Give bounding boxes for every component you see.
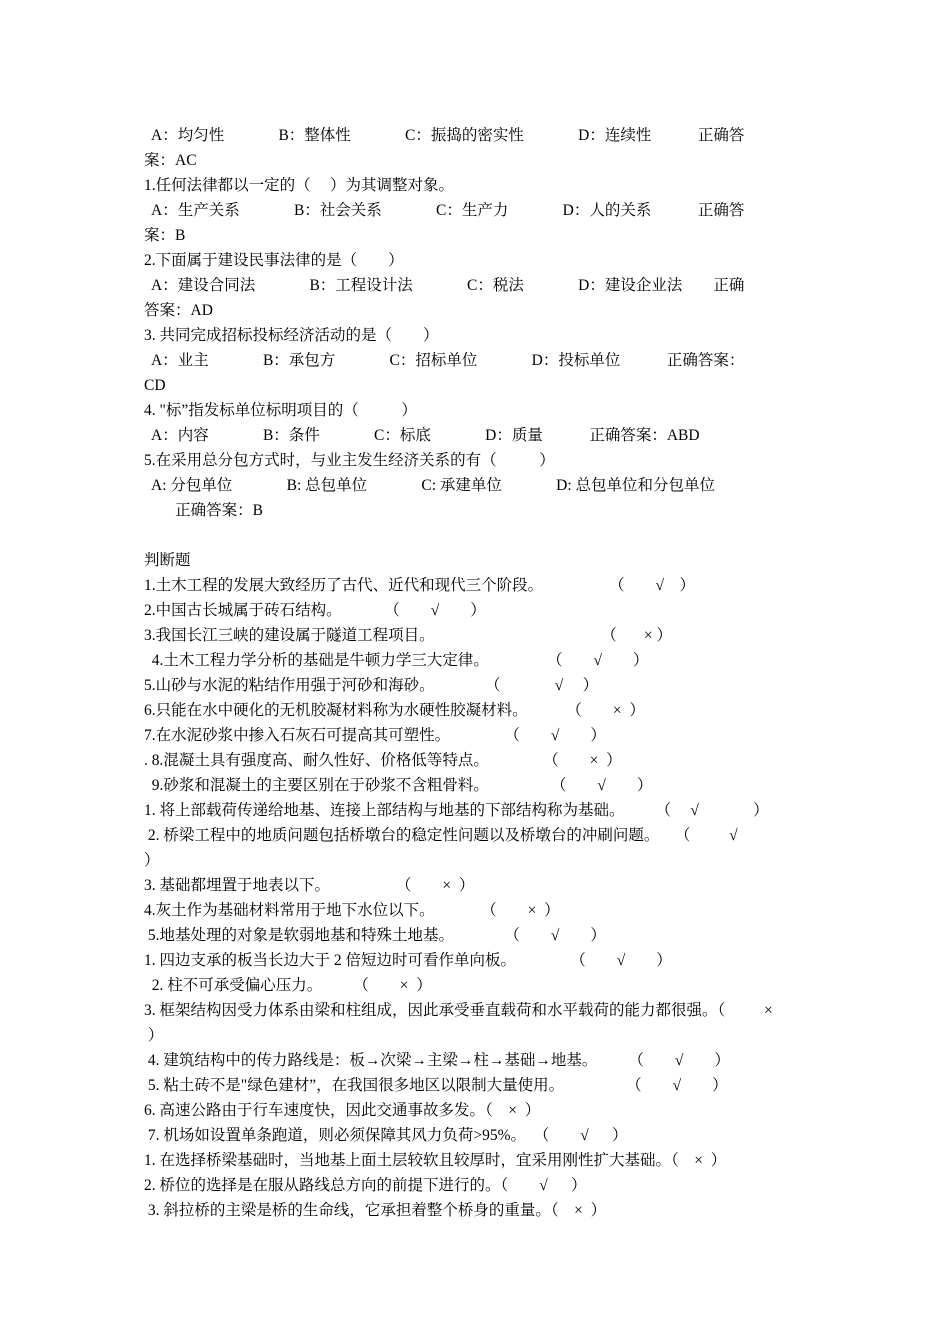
judgment-item: 7. 机场如设置单条跑道，则必须保障其风力负荷>95%。 （ √ ） [144,1127,628,1144]
question-line: 5.在采用总分包方式时，与业主发生经济关系的有（ ） [144,452,555,469]
judgment-item: . 8.混凝土具有强度高、耐久性好、价格低等特点。 （ × ） [144,752,622,769]
judgment-item: 4.灰土作为基础材料常用于地下水位以下。 （ × ） [144,902,560,919]
answer-line: 案：B [144,227,186,244]
judgment-item: 1. 四边支承的板当长边大于 2 倍短边时可看作单向板。 （ √ ） [144,952,672,969]
option-line: A: 分包单位 B: 总包单位 C: 承建单位 D: 总包单位和分包单位 [148,477,716,494]
judgment-item: 2. 柱不可承受偏心压力。 （ × ） [144,977,432,994]
judgment-item: 5.山砂与水泥的粘结作用强于河砂和海砂。 （ √ ） [144,677,599,694]
answer-line: 答案：AD [144,302,213,319]
judgment-item: 9.砂浆和混凝土的主要区别在于砂浆不含粗骨料。 （ √ ） [144,777,653,794]
judgment-item: 5. 粘土砖不是"绿色建材”，在我国很多地区以限制大量使用。 （ √ ） [144,1077,728,1094]
judgment-item: 6. 高速公路由于行车速度快，因此交通事故多发。（ × ） [144,1102,541,1119]
judgment-item-continued: ） [144,1027,164,1044]
section-heading: 判断题 [144,552,191,569]
judgment-item: 3. 基础都埋置于地表以下。 （ × ） [144,877,475,894]
option-line: A：业主 B：承包方 C：招标单位 D：投标单位 正确答案： [148,352,745,369]
judgment-item: 5.地基处理的对象是软弱地基和特殊土地基。 （ √ ） [144,927,606,944]
judgment-item-continued: ） [144,852,160,869]
judgment-item: 3. 斜拉桥的主梁是桥的生命线，它承担着整个桥身的重量。（ × ） [144,1202,607,1219]
judgment-item: 1.土木工程的发展大致经历了古代、近代和现代三个阶段。 （ √ ） [144,577,696,594]
answer-line: 案：AC [144,152,197,169]
judgment-item: 4.土木工程力学分析的基础是牛顿力学三大定律。 （ √ ） [144,652,649,669]
question-line: 1.任何法律都以一定的（ ）为其调整对象。 [144,177,455,194]
judgment-item: 1. 将上部载荷传递给地基、连接上部结构与地基的下部结构称为基础。 （ √ ） [144,802,769,819]
question-line: 4. "标”指发标单位标明项目的（ ） [144,402,417,419]
question-line: 2.下面属于建设民事法律的是（ ） [144,252,404,269]
option-line: A：建设合同法 B：工程设计法 C：税法 D：建设企业法 正确 [148,277,745,294]
option-line: A：内容 B：条件 C：标底 D：质量 正确答案：ABD [148,427,700,444]
judgment-item: 7.在水泥砂浆中掺入石灰石可提高其可塑性。 （ √ ） [144,727,606,744]
judgment-item: 3. 框架结构因受力体系由梁和柱组成，因此承受垂直载荷和水平载荷的能力都很强。（ × [144,1002,773,1019]
answer-line: CD [144,377,166,394]
option-line: A：均匀性 B：整体性 C：振捣的密实性 D：连续性 正确答 [148,127,745,144]
judgment-item: 2. 桥位的选择是在服从路线总方向的前提下进行的。（ √ ） [144,1177,587,1194]
judgment-item: 2.中国古长城属于砖石结构。 （ √ ） [144,602,486,619]
answer-line: 正确答案：B [148,502,263,519]
judgment-item: 4. 建筑结构中的传力路线是：板→次梁→主梁→柱→基础→地基。 （ √ ） [144,1052,730,1069]
judgment-item: 6.只能在水中硬化的无机胶凝材料称为水硬性胶凝材料。 （ × ） [144,702,645,719]
option-line: A：生产关系 B：社会关系 C：生产力 D：人的关系 正确答 [148,202,745,219]
judgment-item: 1. 在选择桥梁基础时，当地基上面土层较软且较厚时，宜采用刚性扩大基础。（ × ） [144,1152,727,1169]
judgment-item: 3.我国长江三峡的建设属于隧道工程项目。 （ × ） [144,627,672,644]
question-line: 3. 共同完成招标投标经济活动的是（ ） [144,327,439,344]
judgment-item: 2. 桥梁工程中的地质问题包括桥墩台的稳定性问题以及桥墩台的冲刷问题。 （ √ [144,827,738,844]
